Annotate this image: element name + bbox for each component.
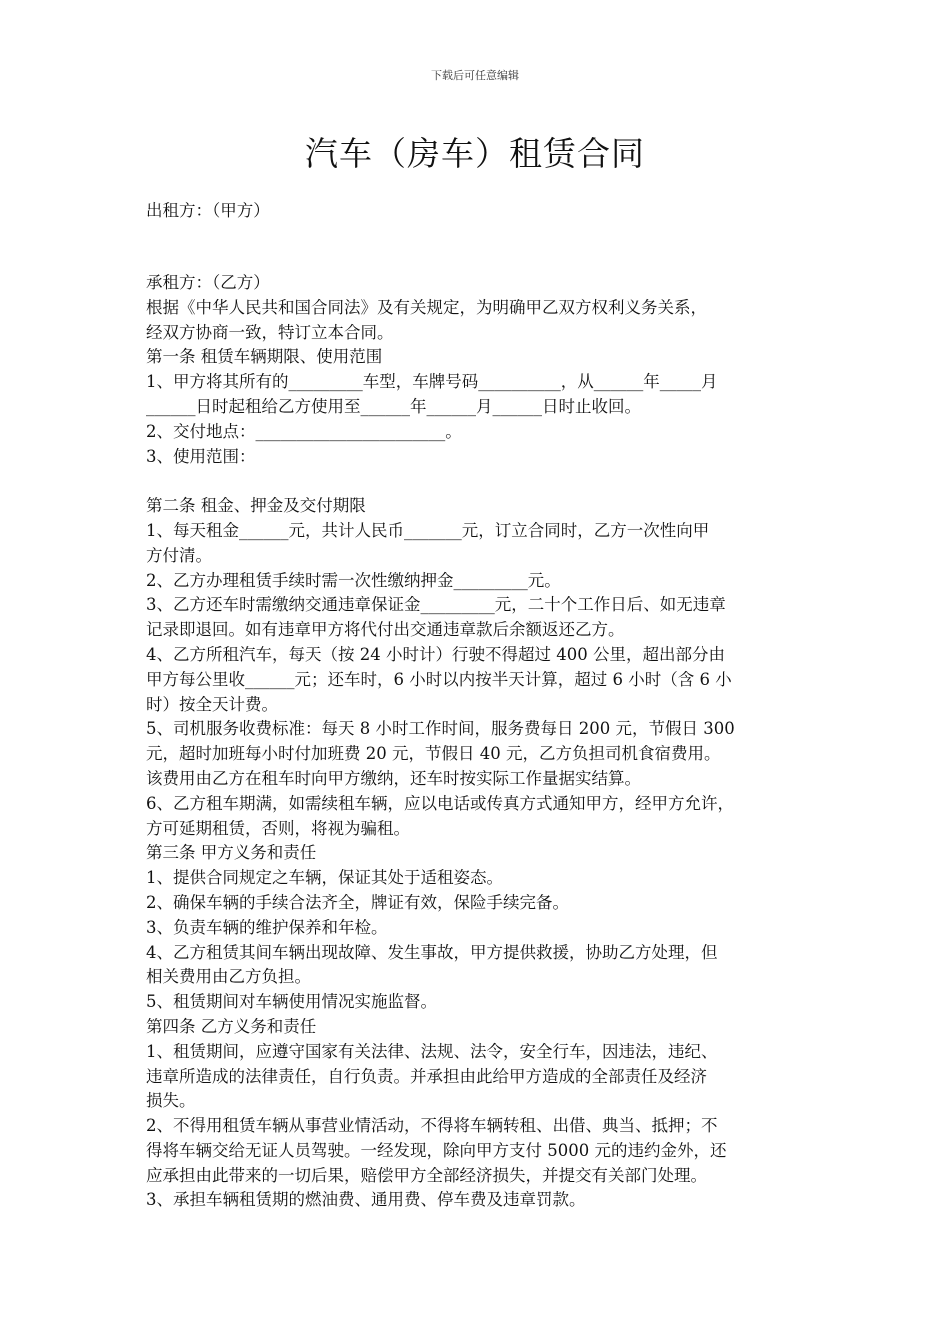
contract-line: 相关费用由乙方负担。 xyxy=(146,967,311,987)
contract-line: 应承担由此带来的一切后果，赔偿甲方全部经济损失，并提交有关部门处理。 xyxy=(146,1165,707,1185)
contract-line: 第一条 租赁车辆期限、使用范围 xyxy=(146,347,383,367)
contract-line: 5、租赁期间对车辆使用情况实施监督。 xyxy=(146,992,437,1012)
contract-line: 2、交付地点：_______________________。 xyxy=(146,421,462,441)
contract-line: 得将车辆交给无证人员驾驶。一经发现，除向甲方支付 5000 元的违约金外，还 xyxy=(146,1140,727,1160)
contract-line: 违章所造成的法律责任，自行负责。并承担由此给甲方造成的全部责任及经济 xyxy=(146,1066,707,1086)
contract-line: 1、租赁期间，应遵守国家有关法律、法规、法令，安全行车，因违法，违纪、 xyxy=(146,1041,718,1061)
contract-line: 5、司机服务收费标准：每天 8 小时工作时间，服务费每日 200 元，节假日 300 xyxy=(146,719,735,739)
contract-line: 方可延期租赁，否则，将视为骗租。 xyxy=(146,818,410,838)
contract-line: 第二条 租金、押金及交付期限 xyxy=(146,496,366,516)
contract-line: 4、乙方所租汽车，每天（按 24 小时计）行驶不得超过 400 公里，超出部分由 xyxy=(146,644,725,664)
contract-line: 3、使用范围： xyxy=(146,446,256,466)
contract-body xyxy=(146,271,826,1213)
contract-line: 甲方每公里收______元；还车时，6 小时以内按半天计算，超过 6 小时（含 6 小 xyxy=(146,669,732,689)
document-title: 汽车（房车）租赁合同 xyxy=(305,134,645,173)
contract-line: 经双方协商一致，特订立本合同。 xyxy=(146,322,394,342)
contract-line: 损失。 xyxy=(146,1091,196,1111)
contract-line: 1、每天租金______元，共计人民币_______元，订立合同时，乙方一次性向甲 xyxy=(146,520,710,540)
contract-line: 该费用由乙方在租车时向甲方缴纳，还车时按实际工作量据实结算。 xyxy=(146,768,641,788)
contract-line: 6、乙方租车期满，如需续租车辆，应以电话或传真方式通知甲方，经甲方允许， xyxy=(146,793,734,813)
contract-line: 3、承担车辆租赁期的燃油费、通用费、停车费及违章罚款。 xyxy=(146,1190,586,1210)
contract-line: 第四条 乙方义务和责任 xyxy=(146,1016,317,1036)
blank-line xyxy=(146,469,826,494)
page-header-note: 下载后可任意编辑 xyxy=(431,69,519,82)
contract-line: 第三条 甲方义务和责任 xyxy=(146,843,317,863)
contract-line: 1、甲方将其所有的_________车型，车牌号码__________，从______年_____月 xyxy=(146,372,718,392)
contract-line: 2、确保车辆的手续合法齐全，牌证有效，保险手续完备。 xyxy=(146,892,569,912)
contract-line: 2、乙方办理租赁手续时需一次性缴纳押金_________元。 xyxy=(146,570,561,590)
contract-line: 根据《中华人民共和国合同法》及有关规定，为明确甲乙双方权利义务关系， xyxy=(146,297,707,317)
contract-line: 方付清。 xyxy=(146,545,212,565)
contract-line: 4、乙方租赁其间车辆出现故障、发生事故，甲方提供救援，协助乙方处理，但 xyxy=(146,942,718,962)
contract-line: 1、提供合同规定之车辆，保证其处于适租姿态。 xyxy=(146,868,503,888)
lessor-line: 出租方：（甲方） xyxy=(146,201,270,220)
contract-line: ______日时起租给乙方使用至______年______月______日时止收回。 xyxy=(146,396,641,416)
contract-line: 元，超时加班每小时付加班费 20 元，节假日 40 元，乙方负担司机食宿费用。 xyxy=(146,744,721,764)
contract-line: 记录即退回。如有违章甲方将代付出交通违章款后余额返还乙方。 xyxy=(146,620,625,640)
contract-line: 3、负责车辆的维护保养和年检。 xyxy=(146,917,388,937)
contract-line: 承租方：（乙方） xyxy=(146,273,270,292)
contract-line: 2、不得用租赁车辆从事营业情活动，不得将车辆转租、出借、典当、抵押；不 xyxy=(146,1116,718,1136)
contract-line: 3、乙方还车时需缴纳交通违章保证金_________元，二十个工作日后、如无违章 xyxy=(146,595,726,615)
contract-line: 时）按全天计费。 xyxy=(146,694,278,714)
